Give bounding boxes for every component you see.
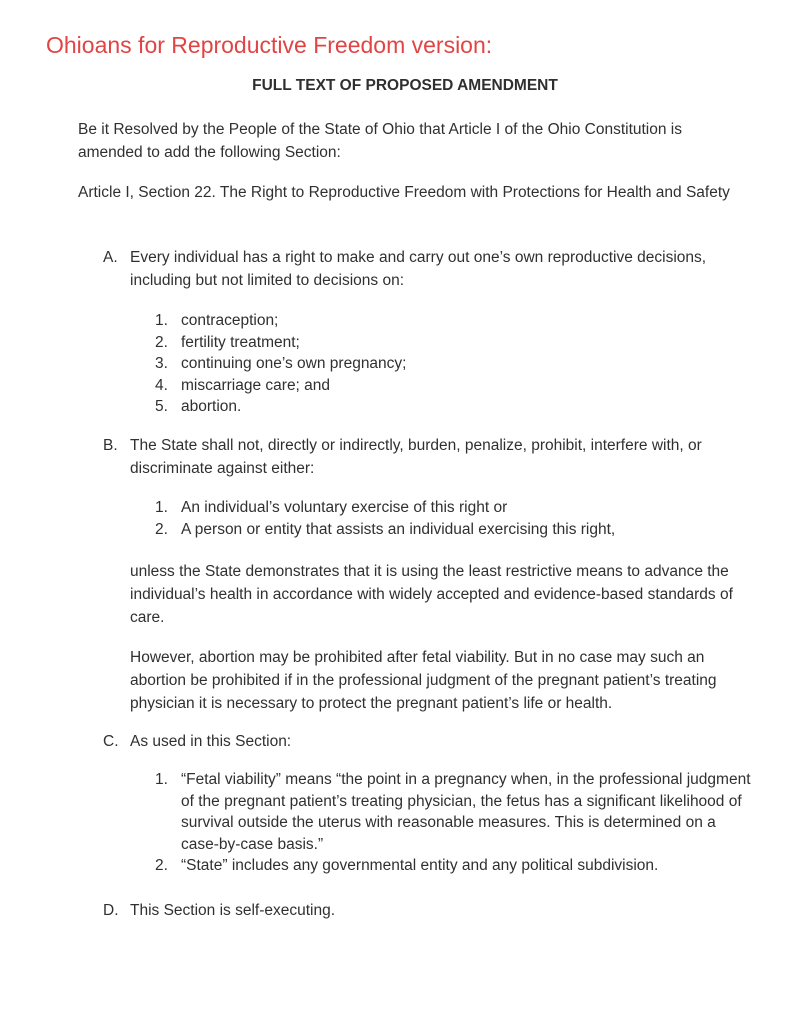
article-heading: Article I, Section 22. The Right to Reproductive Freedom with Protections for Health and Safety	[78, 184, 730, 201]
section-a-list	[155, 310, 755, 418]
list-text: miscarriage care; and	[181, 376, 331, 394]
list-number: 2.	[155, 333, 168, 351]
intro-paragraph: Be it Resolved by the People of the State of Ohio that Article I of the Ohio Constitution is amended to add the following Section:	[78, 121, 682, 161]
section-c-letter: C.	[103, 733, 119, 750]
document-title: FULL TEXT OF PROPOSED AMENDMENT	[252, 77, 558, 94]
section-a-text: Every individual has a right to make and carry out one’s own reproductive decisions, including but not limited to decisions on:	[130, 249, 707, 289]
section-c-list	[155, 769, 755, 877]
section-d-letter: D.	[103, 902, 119, 919]
list-item	[155, 396, 755, 418]
section-d-text: This Section is self-executing.	[130, 902, 336, 919]
header-note: Ohioans for Reproductive Freedom version:	[46, 32, 493, 58]
section-a-letter: A.	[103, 249, 118, 266]
list-text: contraception;	[181, 312, 279, 329]
list-item	[155, 332, 755, 354]
list-text: An individual’s voluntary exercise of this right or	[181, 499, 508, 516]
list-number: 5.	[155, 398, 168, 415]
list-item	[155, 310, 755, 332]
list-number: 3.	[155, 355, 168, 372]
list-item	[155, 497, 755, 519]
section-c-text: As used in this Section:	[130, 733, 292, 750]
list-text: fertility treatment;	[181, 333, 300, 351]
section-b-unless-paragraph: unless the State demonstrates that it is using the least restrictive means to advance the individual’s health in accordance with widely accepted and evidence-based standards of care.	[130, 563, 733, 626]
list-item	[155, 353, 755, 375]
section-b-letter: B.	[103, 437, 118, 454]
list-number: 1.	[155, 499, 168, 516]
list-item	[155, 375, 755, 397]
list-number: 1.	[155, 771, 168, 788]
list-number: 1.	[155, 312, 168, 329]
list-number: 4.	[155, 376, 168, 394]
section-b-list	[155, 497, 755, 540]
list-text: abortion.	[181, 398, 242, 415]
list-number: 2.	[155, 520, 168, 538]
section-b-however-paragraph: However, abortion may be prohibited after fetal viability. But in no case may such an abortion be prohibited if in the professional judgment of the pregnant patient’s treating physician it is necessary to protect the pregnant patient’s life or health.	[130, 649, 717, 712]
list-item	[155, 769, 755, 855]
list-text: “Fetal viability” means “the point in a pregnancy when, in the professional judgment of the pregnant patient’s treating physician, the fetus has a significant likelihood of survival outside the uterus with reasonable measures. This is determined on a case-by-case basis.”	[181, 771, 751, 853]
list-item	[155, 855, 755, 877]
list-text: “State” includes any governmental entity and any political subdivision.	[181, 857, 659, 874]
list-number: 2.	[155, 857, 168, 874]
list-text: continuing one’s own pregnancy;	[181, 355, 407, 372]
section-b-text: The State shall not, directly or indirectly, burden, penalize, prohibit, interfere with, or discriminate against either:	[130, 437, 702, 477]
list-item	[155, 519, 755, 541]
list-text: A person or entity that assists an individual exercising this right,	[181, 520, 616, 538]
